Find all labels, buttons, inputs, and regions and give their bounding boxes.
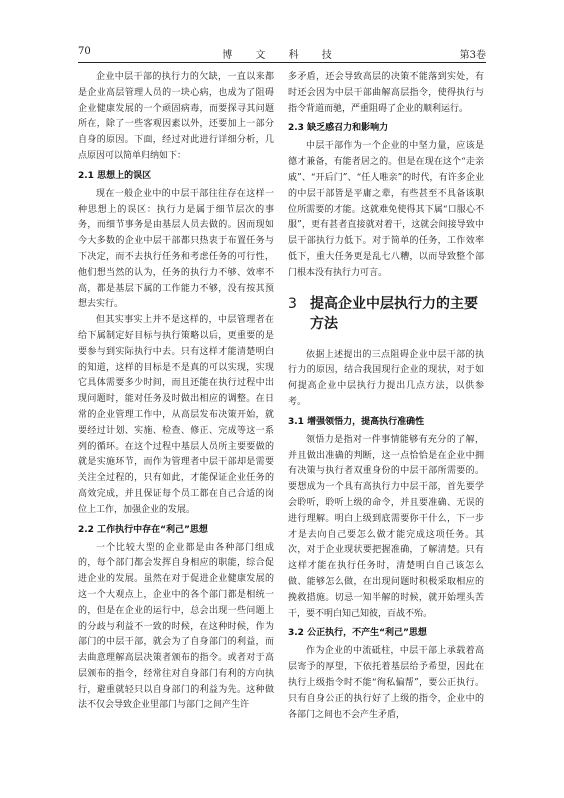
- paragraph: 现在一般企业中的中层干部往往存在这样一种思想上的误区：执行力是属于细节层次的事务，而细节事务是由基层人员去做的。因而现如今大多数的企业中层干部都只热衷于布置任务与下决定，而不去执行任务和考虑任务的可行性，他们想当然的认为，任务的执行力不够、效率不高，都是基层下属的工作能力不够，没有按其预想去实行。: [78, 188, 274, 310]
- right-column: [288, 70, 484, 723]
- subsection-title-3-2: 3.2 公正执行，不产生“利己”思想: [288, 628, 427, 639]
- paragraph: 领悟力是指对一件事情能够有充分的了解，并且做出准确的判断，这一点恰恰是在企业中拥有决策与执行者双重身份的中层干部所需要的。要想成为一个具有高执行力中层干部，首先要学会聆听，聆听上级的命令，并且要准确、无误的进行理解。明白上级到底需要你干什么，下一步才是去向自己要怎么做才能完成这项任务。其次，对于企业现状要把握准确，了解清楚。只有这样才能在执行任务时，清楚明白自己该怎么做、能够怎么做，在出现问题时积极采取相应的挽救措施。切忌一知半解的时候，就开始埋头苦干，要不明白知己知彼，百战不殆。: [288, 434, 484, 619]
- running-header: [78, 46, 486, 63]
- paragraph: 一个比较大型的企业都是由各种部门组成的，每个部门都会发挥自身相应的职能，综合促进企业的发展。虽然在对于促进企业健康发展的这一个大观点上，企业中的各个部门都是相统一的，但是在企业的运行中，总会出现一些问题上的分歧与利益不一致的时候，在这种时候，作为部门的中层干部，就会为了自身部门的利益，而去曲意理解高层决策者颁布的指令。或者对于高层颁布的指令，经常往对自身部门有利的方向执行，避重就轻只以自身部门的利益为先。这种做法不仅会导致企业里部门与部门之间产生许: [78, 542, 274, 711]
- paragraph-continued: 多矛盾，还会导致高层的决策不能落到实处，有时还会因为中层干部曲解高层指令，使得执行与指令背道而驰，严重阻碍了企业的顺利运行。: [288, 72, 484, 114]
- intro-paragraph: 企业中层干部的执行力的欠缺，一直以来都是企业高层管理人员的一块心病，也成为了阻碍企业健康发展的一个顽固病毒，而要探寻其问题所在，除了一些客观因素以外，还要加上一部分自身的原因。下面，经过对此进行详细分析，几点原因可以简单归纳如下：: [78, 72, 274, 161]
- left-column: [78, 70, 274, 714]
- volume-label: 第3卷: [459, 50, 486, 61]
- subsection-title-2-1: 2.1 思想上的误区: [78, 170, 152, 181]
- section-heading-3: [288, 294, 484, 334]
- subsection-title-3-1: 3.1 增强领悟力，提高执行准确性: [288, 416, 425, 427]
- paragraph: 依据上述提出的三点阻碍企业中层干部的执行力的原因，结合我国现行企业的现状，对于如何提高企业中层执行力提出几点方法，以供参考。: [288, 349, 484, 407]
- paragraph: 但其实事实上并不是这样的，中层管理者在给下属制定好目标与执行策略以后，更重要的是要参与到实际执行中去。只有这样才能清楚明白的知道，这样的目标是不是真的可以实现，实现它具体需要多少时间，而且还能在执行过程中出现问题时，能对任务及时做出相应的调整。在日常的企业管理工作中，从高层发布决策开始，就要经过计划、实施、检查、修正、完成等这一系列的循环。在这个过程中基层人员所主要要做的就是实施环节，而作为管理者中层干部却是需要关注全过程的，只有如此，才能保证企业任务的高效完成，并且保证每个员工都在自己合适的岗位上工作，加强企业的发展。: [78, 315, 274, 515]
- section-number: 3: [288, 295, 297, 312]
- journal-name: 博 文 科 技: [222, 50, 342, 61]
- subsection-title-2-3: 2.3 缺乏感召力和影响力: [288, 123, 389, 134]
- section-title: 提高企业中层执行力的主要方法: [310, 295, 478, 332]
- paragraph: 作为企业的中流砥柱，中层干部上承载着高层寄予的厚望，下依托着基层给予希望，因此在执行上级指令时不能“徇私偏帮”，要公正执行。只有自身公正的执行好了上级的指令，企业中的各部门之间也不会产生矛盾，: [288, 646, 484, 720]
- subsection-title-2-2: 2.2 工作执行中存在“利己”思想: [78, 524, 208, 535]
- paragraph: 中层干部作为一个企业的中坚力量，应该是德才兼备，有能者居之的。但是在现在这个“走亲戚”、“开后门”、“任人唯亲”的时代，有许多企业的中层干部皆是平庸之辈，有些甚至不具备该职位所需要的才能。这就难免使得其下属“口服心不服”，更有甚者直接就对着干，这就会间接导致中层干部执行力低下。对于简单的任务，工作效率低下，重大任务更是乱七八糟，以而导致整个部门根本没有执行力可言。: [288, 141, 484, 278]
- page-number: 70: [78, 46, 91, 57]
